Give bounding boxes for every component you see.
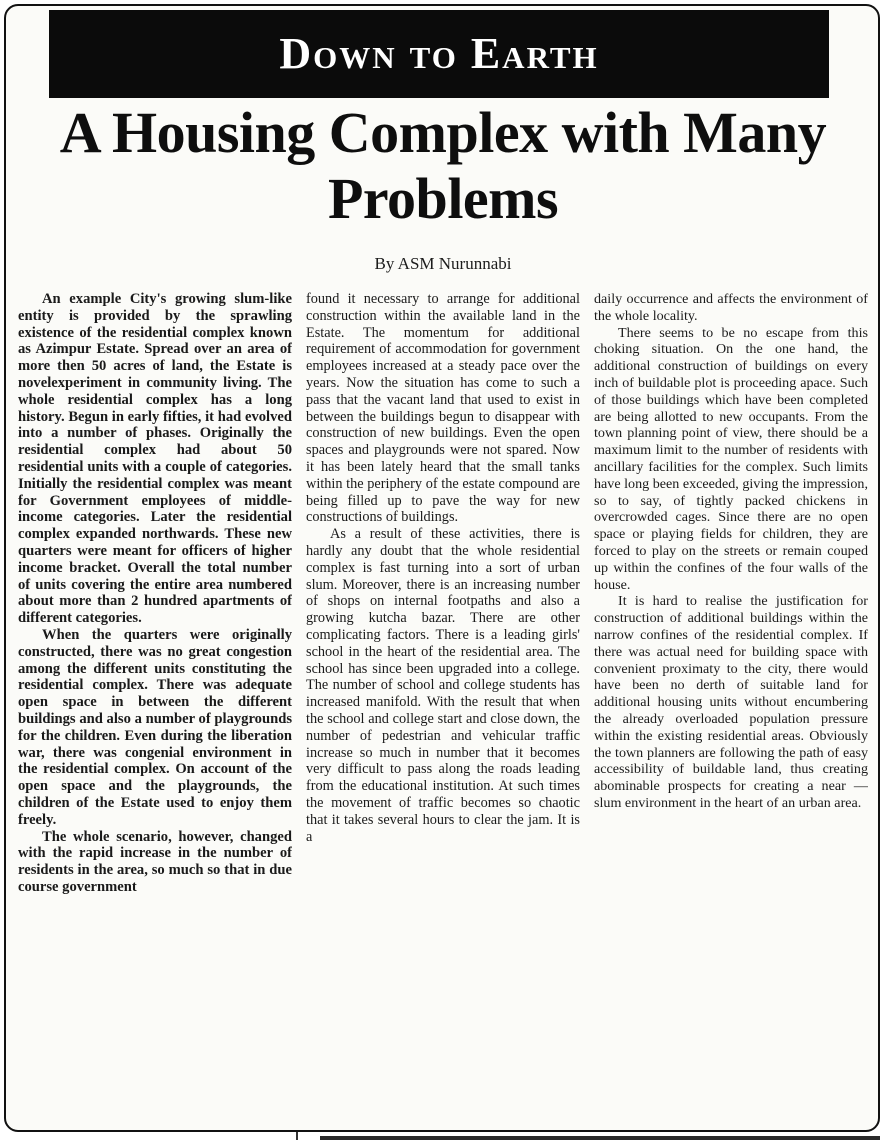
article-column-3: [594, 291, 868, 1121]
paragraph: An example City's growing slum-like entity is provided by the sprawling existence of the residential complex known as Azimpur Estate. Spread over an area of more then 50 acres of land, the Estate is novelexperiment in community living. The whole residential complex has a long history. Begun in early fifties, it had evolved into a number of phases. Originally the residential complex had about 50 residential units with a couple of categories. Initially the residential complex was meant for Government employees of middle-income categories. Later the residential complex expanded northwards. These new quarters were meant for officers of higher income bracket. Overall the total number of units covering the entire area numbered about more than 2 hundred apartments of different categories.: [18, 291, 292, 627]
paragraph: found it necessary to arrange for additional construction within the available land in the Estate. The momentum for additional requirement of accommodation for government employees increased at a steady pace over the years. Now the situation has come to such a pass that the vacant land that used to exist in between the buildings begun to disappear with construction of new buildings. Even the open spaces and playgrounds were not spared. Now it has been lately heard that the small tanks within the periphery of the estate compound are being filled up to pave the way for new constructions of buildings.: [306, 291, 580, 526]
paragraph: There seems to be no escape from this choking situation. On the one hand, the additional construction of buildings on every inch of buildable plot is proceeding apace. Such of those buildings which have been completed are being allotted to new occupants. From the town planning point of view, there should be a maximum limit to the number of residents with ancillary facilities for the complex. Such limits have long been exceeded, giving the impression, so to say, of tightly packed chickens in overcrowded cages. Since there are no open space or playing fields for children, they are forced to play on the streets or remain couped up within the confines of the four walls of the house.: [594, 324, 868, 593]
paragraph: daily occurrence and affects the environment of the whole locality.: [594, 291, 868, 324]
column-divider-mark: [296, 1132, 298, 1140]
article-column-1: [18, 291, 292, 1121]
section-banner: Down to Earth: [49, 10, 829, 98]
paragraph: When the quarters were originally constructed, there was no great congestion among the different units constituting the residential complex. There was adequate open space in between the different buildings and also a number of playgrounds for the children. Even during the liberation war, there was congenial environment in the residential complex. On account of the open space and the playgrounds, the children of the Estate used to enjoy them freely.: [18, 626, 292, 828]
article-headline: A Housing Complex with Many Problems: [59, 100, 827, 231]
paragraph: As a result of these activities, there is hardly any doubt that the whole residential complex is fast turning into a sort of urban slum. Moreover, there is an increasing number of shops on internal footpaths and also a growing kutcha bazar. There are other complicating factors. There is a leading girls' school in the heart of the residential area. The school has since been upgraded into a college. The number of school and college students has increased manifold. With the result that when the school and college start and close down, the number of pedestrian and vehicular traffic increase so much in number that it becomes very difficult to pass along the roads leading from the educational institution. At such times the movement of traffic becomes so chaotic that it takes several hours to clear the jam. It is a: [306, 526, 580, 845]
paragraph: It is hard to realise the justification for construction of additional buildings within the narrow confines of the residential complex. If there was actual need for building space with convenient proximaty to the city, there would have been no derth of suitable land for additional housing units without encumbering the already overloaded population pressure within the existing residential areas. Obviously the town planners are following the path of easy accessibility of buildable land, thus creating abominable prospects for creating a near — slum environment in the heart of an urban area.: [594, 593, 868, 811]
bottom-rule: [320, 1136, 880, 1140]
paragraph: The whole scenario, however, changed with the rapid increase in the number of residents in the area, so much so that in due course government: [18, 828, 292, 895]
article-byline: By ASM Nurunnabi: [374, 254, 512, 273]
article-body: [18, 291, 876, 1121]
article-column-2: [306, 291, 580, 1121]
